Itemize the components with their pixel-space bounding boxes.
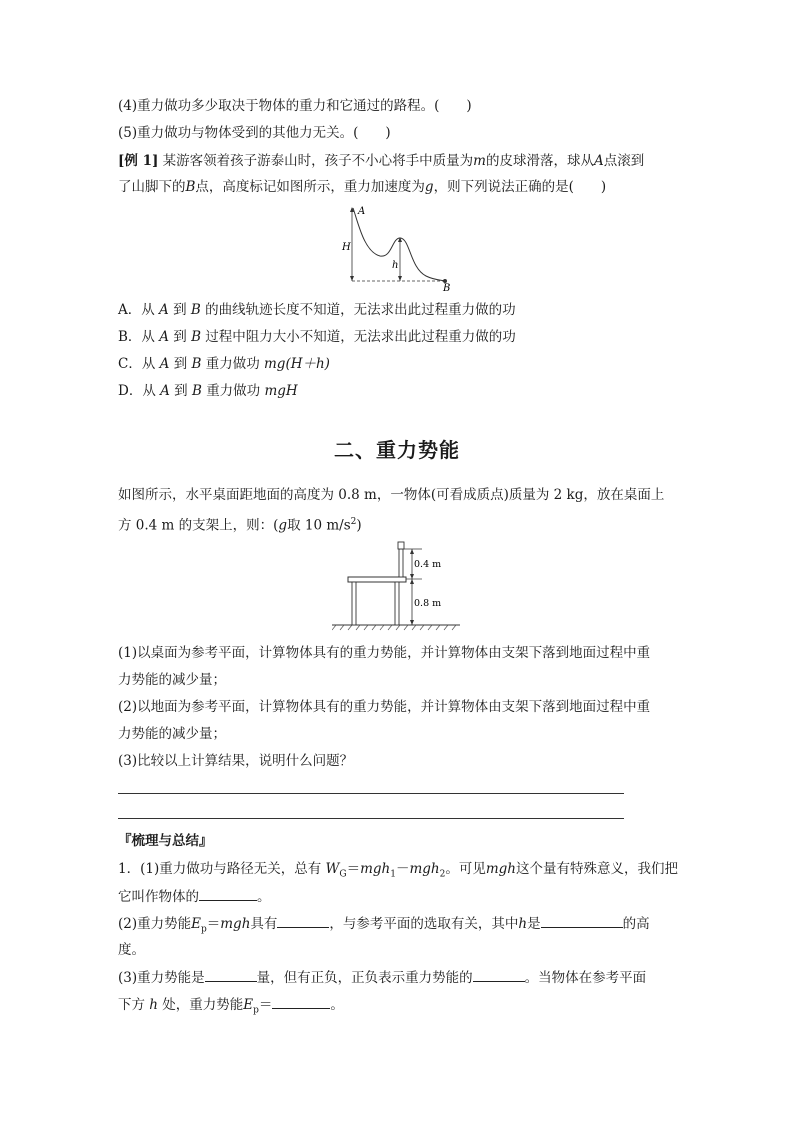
label-B: B: [443, 283, 451, 294]
example-1-line-1: [例 1] 某游客领着孩子游泰山时，孩子不小心将手中质量为m的皮球滑落，球从A点滚到: [118, 153, 645, 169]
blank-4[interactable]: [205, 968, 257, 982]
question-2-line-1: (2)以地面为参考平面，计算物体具有的重力势能，并计算物体由支架下落到地面过程中重: [118, 699, 651, 715]
label-A: A: [358, 206, 366, 217]
table-leg-left: [352, 582, 356, 625]
summary-heading: 『梳理与总结』: [118, 833, 213, 849]
summary-2-line-2: 度。: [118, 942, 145, 958]
blank-6[interactable]: [272, 995, 330, 1009]
problem-line-2: 方 0.4 m 的支架上，则：(g取 10 $m/s^2$): [118, 517, 362, 534]
label-H: H: [342, 242, 351, 253]
summary-3-line-2: 下方 h 处，重力势能$E_p=$ 。: [118, 997, 344, 1016]
question-1-line-1: (1)以桌面为参考平面，计算物体具有的重力势能，并计算物体由支架下落到地面过程中重: [118, 645, 651, 661]
support-rod: [399, 549, 403, 577]
dim-arrow-3: [410, 579, 414, 584]
object-box: [398, 542, 404, 549]
H-arrow-bottom: [350, 276, 354, 281]
item-4: (4)重力做功多少取决于物体的重力和它通过的路程。( ): [118, 98, 472, 114]
item-5: (5)重力做功与物体受到的其他力无关。( ): [118, 125, 391, 141]
dim-arrow-1: [410, 549, 414, 554]
ground-hatch: [332, 625, 456, 630]
label-0-4m: 0.4 m: [414, 559, 442, 570]
answer-line-1[interactable]: [118, 793, 624, 794]
dim-arrow-4: [410, 620, 414, 625]
blank-2[interactable]: [277, 914, 329, 928]
h-arrow-bottom: [398, 276, 402, 281]
label-0-8m: 0.8 m: [414, 598, 442, 609]
example-tag: [例 1]: [118, 153, 159, 169]
example-1-line-2: 了山脚下的B点，高度标记如图所示，重力加速度为g，则下列说法正确的是( ): [118, 179, 607, 195]
option-b: B．从 A 到 B 过程中阻力大小不知道，无法求出此过程重力做的功: [118, 329, 516, 345]
problem-line-1: 如图所示，水平桌面距地面的高度为 0.8 m，一物体(可看成质点)质量为 2 kg，放在桌面上: [118, 487, 665, 503]
summary-1-line-1: 1．(1)重力做功与路径无关，总有 $W_G=mgh_1-mgh_2$。可见mgh这个量有特殊意义，我们把: [118, 861, 678, 880]
label-h: h: [392, 260, 399, 271]
question-1-line-2: 力势能的减少量；: [118, 672, 226, 688]
answer-line-2[interactable]: [118, 818, 624, 819]
dim-arrow-2: [410, 574, 414, 579]
blank-5[interactable]: [473, 968, 525, 982]
question-2-line-2: 力势能的减少量；: [118, 726, 226, 742]
hill-curve: [353, 208, 446, 281]
blank-1[interactable]: [199, 887, 257, 901]
table-top: [348, 577, 406, 582]
blank-3[interactable]: [541, 914, 623, 928]
summary-2-line-1: (2)重力势能$E_p=mgh$具有 ，与参考平面的选取有关，其中h是 的高: [118, 916, 650, 935]
question-3: (3)比较以上计算结果，说明什么问题？: [118, 753, 354, 769]
option-c: C．从 A 到 B 重力做功 mg(H＋h): [118, 356, 330, 372]
summary-1-line-2: 它叫作物体的 。: [118, 889, 271, 905]
option-a: A．从 A 到 B 的曲线轨迹长度不知道，无法求出此过程重力做的功: [118, 302, 516, 318]
hill-figure: [336, 202, 466, 294]
table-figure: [332, 537, 462, 633]
summary-3-line-1: (3)重力势能是 量，但有正负，正负表示重力势能的 。当物体在参考平面: [118, 970, 647, 986]
option-d: D．从 A 到 B 重力做功 mgH: [118, 383, 298, 399]
table-leg-right: [395, 582, 399, 625]
section-title: 二、重力势能: [334, 438, 460, 462]
